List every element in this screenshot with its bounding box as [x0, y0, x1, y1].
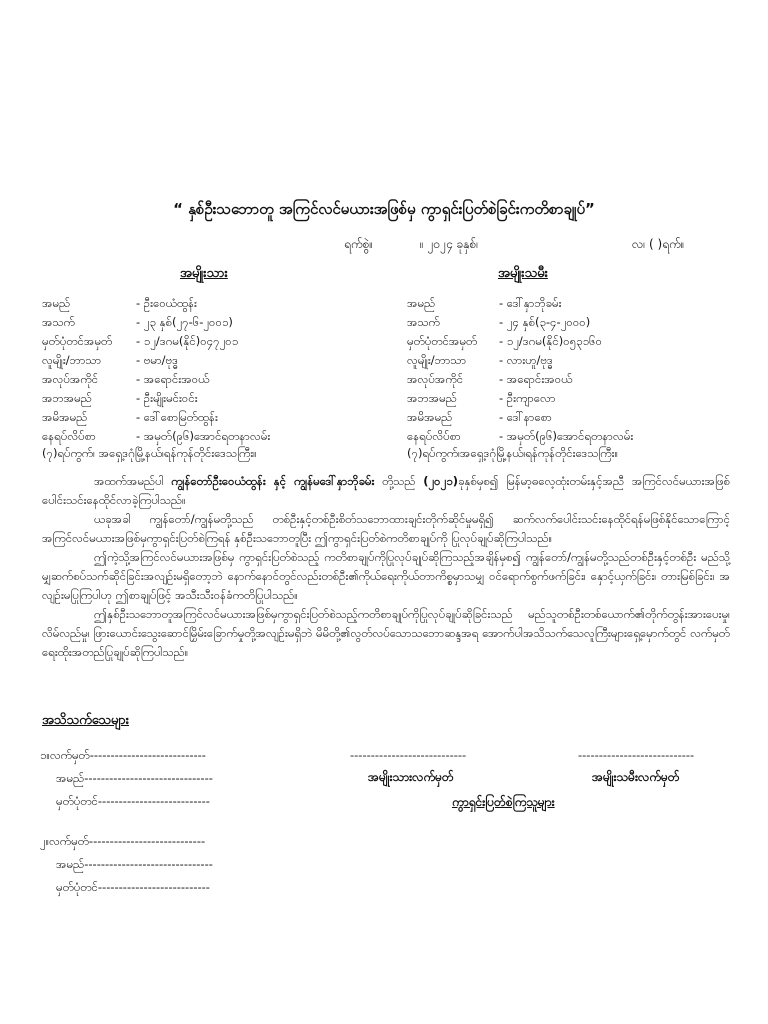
date-month-day: လ၊ ( )ရက်။ — [632, 237, 685, 251]
husband-signature-label: အမျိုးသားလက်မှတ် — [368, 770, 454, 784]
witnesses-heading: အသိသက်သေများ — [42, 713, 130, 728]
husband-row-name: အမည် - ဦးဝေယံထွန်း — [42, 296, 197, 310]
wife-row-name: အမည် - ဒေါ်နှာဘိုခမ်း — [407, 296, 562, 310]
agreement-body — [42, 472, 730, 662]
wife-row-mother: အမိအမည် - ဒေါ်နာစော — [407, 410, 552, 424]
wife-details — [407, 294, 757, 446]
witness2-nrc-line: မှတ်ပုံတင်--------------------------- — [56, 880, 210, 894]
husband-heading: အမျိုးသား — [180, 266, 228, 281]
husband-row-race: လူမျိုး/ဘာသာ - ဗမာ/ဗုဒ္ဓ — [42, 353, 179, 367]
wife-row-occupation: အလုပ်အကိုင် - အရောင်းအဝယ် — [407, 372, 573, 386]
husband-row-address: နေရပ်လိပ်စာ - အမှတ်(၉၆)အောင်ရတနာလမ်း — [42, 429, 271, 443]
wife-row-race: လူမျိုး/ဘာသာ - လားဟူ/ဗုဒ္ဓ — [407, 353, 553, 367]
husband-row-occupation: အလုပ်အကိုင် - အရောင်းအဝယ် — [42, 372, 210, 386]
witness1-nrc-line: မှတ်ပုံတင်--------------------------- — [56, 794, 210, 808]
husband-details — [42, 294, 382, 446]
wife-row-father: အဘအမည် - ဦးကျာလော — [407, 391, 556, 405]
witness2-signature-line: ၂။လက်မှတ်---------------------------- — [40, 834, 206, 848]
wife-address-line2: (၇)ရပ်ကွက်၊အရှေ့ဒဂုံမြို့နယ်၊ရန်ကုန်တိုင်းဒေသကြီး။ — [407, 446, 619, 460]
witness1-signature-line: ၁။လက်မှတ်---------------------------- — [40, 748, 206, 762]
witness1-name-line: အမည်------------------------------- — [56, 771, 213, 785]
husband-address-line2: (၇)ရပ်ကွက်၊ အရှေ့ဒဂုံမြို့နယ်၊ရန်ကုန်တိုင်းဒေသကြီး။ — [42, 446, 257, 460]
paragraph-2: ယခုအခါ ကျွန်တော်/ကျွန်မတို့သည် တစ်ဦးနှင့်တစ်ဦးစိတ်သဘောထားချင်းတိုက်ဆိုင်မှုမရှိ၍ ဆက်လက်ပေါင်းသင်းနေထိုင်ရန်မဖြစ်နိုင်သောကြောင့် အကြင်လင်မယားအဖြစ်မှကွာရှင်းပြတ်စဲကြရန် နှစ်ဦးသဘောတူပြီး ဤကွာရှင်းပြတ်စဲကတိစာချုပ်ကို ပြုလုပ်ချုပ်ဆိုကြပါသည်။ — [42, 512, 730, 545]
wife-signature-line: ---------------------------- — [578, 748, 695, 762]
divorcing-parties-label: ကွာရှင်းပြတ်စဲကြသူများ — [452, 795, 555, 809]
paragraph-1: အထက်အမည်ပါ ကျွန်တော်ဦးဝေယံထွန်း နှင့် ကျွန်မဒေါ်နှာဘိုခမ်း တို့သည် (၂၀၂၁)ခုနှစ်မှစ၍ မြန်မာ့ဓလေ့ထုံးတမ်းနှင့်အညီ အကြင်လင်မယားအဖြစ်ပေါင်းသင်းနေထိုင်လာခဲ့ကြပါသည်။ — [42, 474, 731, 507]
document-title: “ နှစ်ဦးသဘောတူ အကြင်လင်မယားအဖြစ်မှ ကွာရှင်းပြတ်စဲခြင်းကတိစာချုပ်” — [173, 200, 595, 218]
date-day-label: ရက်စွဲ။ — [344, 237, 374, 251]
wife-signature-label: အမျိုးသမီးလက်မှတ် — [592, 770, 680, 784]
paragraph-3: ဤကဲ့သို့အကြင်လင်မယားအဖြစ်မှ ကွာရှင်းပြတ်စဲသည့် ကတိစာချုပ်ကိုပြုလုပ်ချုပ်ဆိုကြသည့်အချိန်မှစ၍ ကျွန်တော်/ကျွန်မတို့သည်တစ်ဦးနှင့်တစ်ဦး မည်သို့မျှဆက်စပ်သက်ဆိုင်ခြင်းအလျဉ်းမရှိတော့ဘဲ နောက်နောင်တွင်လည်းတစ်ဦး၏ကိုယ်ရေးကိုယ်တာကိစ္စမှာသမျှ ဝင်ရောက်စွက်ဖက်ခြင်း၊ နှောင့်ယှက်ခြင်း၊ တားမြစ်ခြင်း၊ အလျဉ်းမပြုကြပါဟု ဤစာချုပ်ဖြင့် အသီးသီးဝန်ခံကတိပြုပါသည်။ — [42, 550, 730, 602]
husband-row-nrc: မှတ်ပုံတင်အမှတ် - ၁၂/ဒဂမ(နိုင်)၀၄၇၂၀၁ — [42, 334, 239, 348]
husband-row-age: အသက် - ၂၃ နှစ်(၂၇-၆-၂၀၀၁) — [42, 315, 233, 329]
wife-row-age: အသက် - ၂၄ နှစ်(၃-၄-၂၀၀၀) — [407, 315, 591, 329]
wife-row-nrc: မှတ်ပုံတင်အမှတ် - ၁၂/ဒဂမ(နိုင်)၀၅၃၁၆၀ — [407, 334, 603, 348]
husband-row-father: အဘအမည် - ဦးမျိုးမင်းဝင်း — [42, 391, 198, 405]
wife-row-address: နေရပ်လိပ်စာ - အမှတ်(၉၆)အောင်ရတနာလမ်း — [407, 429, 634, 443]
date-year: ။ ၂၀၂၄ ခုနှစ်၊ — [420, 237, 479, 251]
witness2-name-line: အမည်------------------------------- — [56, 857, 213, 871]
husband-signature-line: ---------------------------- — [350, 748, 467, 762]
wife-heading: အမျိုးသမီး — [498, 266, 548, 281]
paragraph-4: ဤနှစ်ဦးသဘောတူအကြင်လင်မယားအဖြစ်မှကွာရှင်းပြတ်စဲသည့်ကတိစာချုပ်ကိုပြုလုပ်ချုပ်ဆိုခြင်းသည် မည်သူတစ်ဦးတစ်ယောက်၏တိုက်တွန်းအားပေးမှု၊ လိမ်လည်မှု၊ ဖြားယောင်းသွေးဆောင်မြှိမ်းခြောက်မှုတို့အလျဉ်းမရှိဘဲ မိမိတို့၏လွတ်လပ်သောသဘောဆန္ဒအရ အောက်ပါအသိသက်သေလူကြီးများရှေ့မှောက်တွင် လက်မှတ်ရေးထိုးအတည်ပြုချုပ်ဆိုကြပါသည်။ — [42, 607, 730, 659]
husband-row-mother: အမိအမည် - ဒေါ်စောမြတ်ထွန်း — [42, 410, 218, 424]
